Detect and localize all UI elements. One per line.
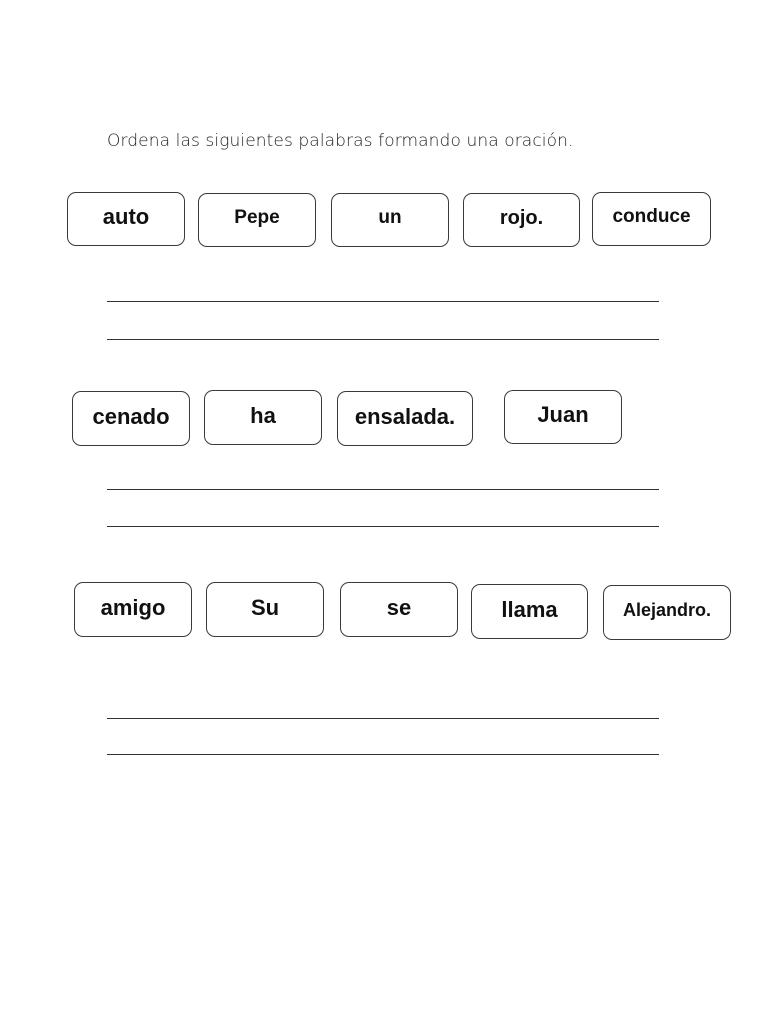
word-card-se[interactable]: se <box>340 582 458 637</box>
word-card-pepe[interactable]: Pepe <box>198 193 316 247</box>
answer-line-2a[interactable] <box>107 489 659 490</box>
word-card-conduce[interactable]: conduce <box>592 192 711 246</box>
word-card-su[interactable]: Su <box>206 582 324 637</box>
answer-line-3a[interactable] <box>107 718 659 719</box>
word-card-ha[interactable]: ha <box>204 390 322 445</box>
answer-line-1b[interactable] <box>107 339 659 340</box>
word-card-ensalada[interactable]: ensalada. <box>337 391 473 446</box>
answer-line-3b[interactable] <box>107 754 659 755</box>
word-card-un[interactable]: un <box>331 193 449 247</box>
word-card-amigo[interactable]: amigo <box>74 582 192 637</box>
word-card-juan[interactable]: Juan <box>504 390 622 444</box>
word-card-cenado[interactable]: cenado <box>72 391 190 446</box>
word-card-alejandro[interactable]: Alejandro. <box>603 585 731 640</box>
instruction-text: Ordena las siguientes palabras formando una oración. <box>107 131 574 151</box>
answer-line-1a[interactable] <box>107 301 659 302</box>
answer-line-2b[interactable] <box>107 526 659 527</box>
word-card-llama[interactable]: llama <box>471 584 588 639</box>
word-card-auto[interactable]: auto <box>67 192 185 246</box>
word-card-rojo[interactable]: rojo. <box>463 193 580 247</box>
